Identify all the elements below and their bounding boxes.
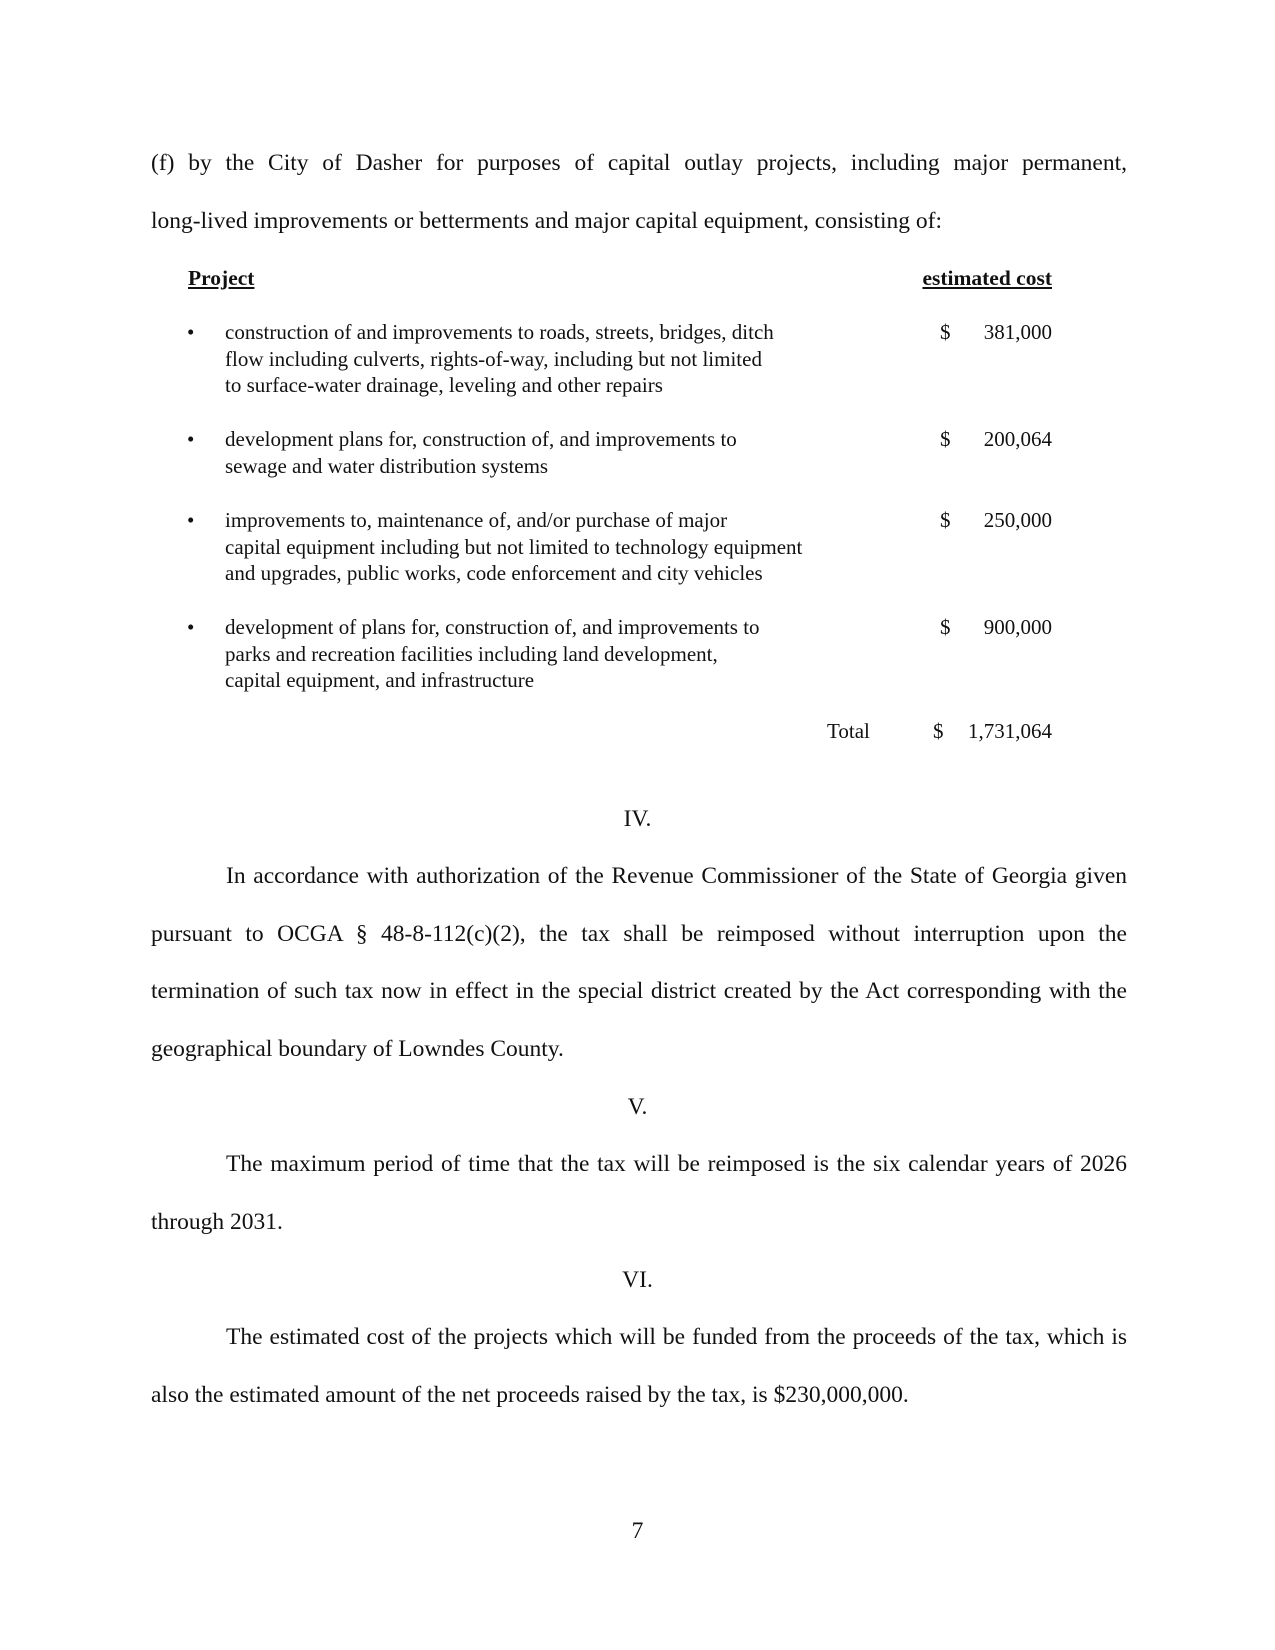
intro-paragraph (151, 135, 1127, 250)
section-iv-paragraph: In accordance with authorization of the Revenue Commissioner of the State of Georgia given pursuant to OCGA § 48-8-112(c)(2), the tax shall be reimposed without interruption upon the termination of such tax now in effect in the special district created by the Act corresponding with the geographical boundary of Lowndes County. (151, 863, 1127, 1062)
project-amount: 900,000 (983, 615, 1052, 639)
total-amount: 1,731,064 (968, 719, 1052, 743)
bullet-icon: • (187, 427, 195, 451)
project-description-line: capital equipment including but not limited to technology equipment (225, 534, 803, 559)
project-description-line: sewage and water distribution systems (225, 453, 549, 478)
section-vi-paragraph: The estimated cost of the projects which will be funded from the proceeds of the tax, which is also the estimated amount of the net proceeds raised by the tax, is $230,000,000. (151, 1324, 1127, 1408)
bullet-icon: • (187, 508, 195, 532)
project-description (225, 614, 865, 694)
project-item (151, 426, 1127, 506)
total-label: Total (827, 719, 870, 743)
project-description-line: development of plans for, construction of, and improvements to (225, 615, 760, 639)
project-description-line: capital equipment, and infrastructure (225, 668, 535, 693)
total-row (151, 718, 1127, 748)
currency-symbol: $ (940, 508, 951, 532)
intro-line-2: long-lived improvements or betterments and major capital equipment, consisting of: (151, 207, 942, 234)
project-description-line: construction of and improvements to roads, streets, bridges, ditch (225, 320, 774, 344)
project-amount: 250,000 (983, 508, 1052, 532)
currency-symbol: $ (940, 615, 951, 639)
project-description-line: to surface-water drainage, leveling and other repairs (225, 373, 663, 398)
project-amount: 200,064 (983, 427, 1052, 451)
project-description-line: flow including culverts, rights-of-way, including but not limited (225, 346, 762, 371)
project-description-line: improvements to, maintenance of, and/or purchase of major (225, 508, 728, 532)
project-item (151, 507, 1127, 587)
bullet-icon: • (187, 615, 195, 639)
project-description (225, 507, 865, 587)
table-header-estimated-cost: estimated cost (922, 266, 1052, 290)
bullet-icon: • (187, 320, 195, 344)
project-item (151, 319, 1127, 399)
project-amount: 381,000 (983, 320, 1052, 344)
project-item (151, 614, 1127, 694)
project-description-line: parks and recreation facilities including land development, (225, 641, 718, 666)
currency-symbol: $ (940, 427, 951, 451)
currency-symbol: $ (933, 719, 944, 743)
table-header-project: Project (188, 266, 255, 290)
intro-line-1: (f) by the City of Dasher for purposes of capital outlay projects, including major permanent, (151, 150, 1127, 176)
section-heading-vi: VI. (622, 1267, 653, 1293)
page-number: 7 (631, 1518, 644, 1544)
currency-symbol: $ (940, 320, 951, 344)
project-description-line: development plans for, construction of, and improvements to (225, 427, 737, 451)
project-description-line: and upgrades, public works, code enforcement and city vehicles (225, 561, 763, 586)
project-description (225, 319, 865, 399)
section-heading-v: V. (627, 1094, 648, 1120)
section-heading-iv: IV. (623, 806, 652, 832)
project-description (225, 426, 865, 479)
section-v-paragraph: The maximum period of time that the tax will be reimposed is the six calendar years of 2026 through 2031. (151, 1151, 1127, 1235)
